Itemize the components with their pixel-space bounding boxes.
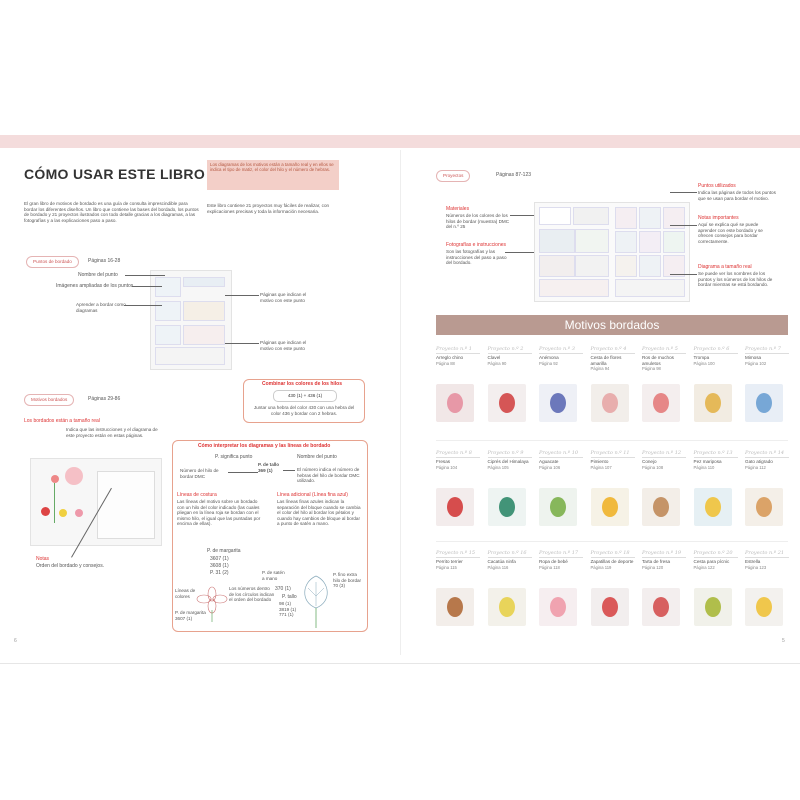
- puntos-util-text: Indica las páginas de todos los puntos que se usan para bordar el motivo.: [698, 190, 776, 201]
- motif-item[interactable]: [642, 550, 686, 570]
- motif-page: Página 112: [745, 464, 766, 470]
- motif-photo[interactable]: [436, 488, 474, 526]
- motif-item[interactable]: [745, 550, 789, 570]
- interp-hilo: Número del hilo de bordar DMC: [180, 468, 219, 479]
- motif-item[interactable]: [642, 346, 686, 371]
- hilo-fino: P. fino extra hilo de bordar 70 (3): [333, 572, 362, 589]
- diagrama-text: Se puede ver los nombres de los puntos y los números de los hilos de bordar mientras se está bordando.: [698, 271, 773, 288]
- saten-label: P. de satén a mano: [262, 570, 285, 581]
- lineafina-text: Las líneas finas azules indican la separación del bloque cuando se cambia el color del hilo al bordar los pétalos y cuando hay cambios de bloque al bordar a punto de satén a mano.: [277, 499, 361, 527]
- motif-embroidery-image: [499, 597, 515, 617]
- motif-photo[interactable]: [539, 384, 577, 422]
- materiales-text: Números de los colores de los hilos de bordar (muestra) DMC del n.º 25: [446, 213, 510, 230]
- project-pages-thumbnail: [534, 202, 690, 302]
- motif-page: Página 116: [487, 564, 509, 570]
- motif-embroidery-image: [705, 497, 721, 517]
- margarita-1a: 3607 (1): [210, 556, 229, 562]
- motif-page: Página 92: [539, 360, 558, 366]
- label-paginas-2: Páginas que indican el motivo con este punto: [260, 340, 307, 351]
- motif-item[interactable]: [591, 450, 635, 470]
- motif-item[interactable]: [539, 346, 583, 366]
- proyectos-pages: Páginas 87-123: [496, 172, 532, 178]
- margarita-1b: 3608 (1): [210, 563, 229, 569]
- motif-embroidery-image: [653, 393, 669, 413]
- motif-number: Proyecto n.º 2: [488, 346, 532, 354]
- motif-number: Proyecto n.º 14: [745, 450, 789, 458]
- motif-name: Ropa de bebé: [539, 559, 568, 564]
- motif-name: Cacatúa ninfa: [487, 559, 516, 564]
- motif-embroidery-image: [705, 597, 721, 617]
- motif-name: Aguacate: [539, 459, 559, 464]
- motivos-pages: Páginas 29-86: [88, 396, 121, 402]
- motif-photo[interactable]: [694, 588, 732, 626]
- motif-item[interactable]: [694, 550, 738, 570]
- motif-number: Proyecto n.º 15: [436, 550, 480, 558]
- motif-embroidery-image: [550, 393, 566, 413]
- motif-number: Proyecto n.º 17: [539, 550, 583, 558]
- combinar-text: Juntar una hebra del color 430 con una hebra del color 436 y bordar con 2 hebras.: [253, 405, 355, 416]
- motif-number: Proyecto n.º 6: [694, 346, 738, 354]
- motif-page: Página 108: [642, 464, 664, 470]
- motif-photo[interactable]: [436, 384, 474, 422]
- motif-number: Proyecto n.º 16: [488, 550, 532, 558]
- foto-title: Fotografías e instrucciones: [446, 242, 507, 248]
- combinar-title: Combinar los colores de los hilos: [262, 381, 343, 387]
- motif-item[interactable]: [642, 450, 686, 470]
- motif-name: Tarta de fresa: [642, 559, 671, 564]
- motif-photo[interactable]: [488, 588, 526, 626]
- lineas-colores: Líneas de colores: [175, 588, 196, 599]
- notas-text: Orden del bordado y consejos.: [36, 563, 105, 569]
- motif-embroidery-image: [756, 597, 772, 617]
- motif-number: Proyecto n.º 10: [539, 450, 583, 458]
- motif-number: Proyecto n.º 7: [745, 346, 789, 354]
- page-gutter: [400, 150, 401, 655]
- row-separator: [436, 541, 788, 542]
- motif-name: Ciprés del Himalaya: [487, 459, 529, 464]
- motif-photo[interactable]: [591, 488, 629, 526]
- flower-diagram-large: [296, 572, 336, 628]
- bordados-note: Indica que las instrucciones y el diagrama de este proyecto están en estas páginas.: [66, 427, 158, 438]
- motif-name: Clavel: [487, 355, 501, 360]
- motif-name: Anémona: [539, 355, 559, 360]
- motif-embroidery-image: [653, 497, 669, 517]
- motif-name: Pimiento: [590, 459, 609, 464]
- lineas-text: Las líneas del motivo sobre un bordado con un hilo del color indicado (las cuales pliegan en la línea roja se bordan con el mismo hilo, el igual que las puntadas por encima de ellas).: [177, 499, 261, 527]
- motif-item[interactable]: [591, 550, 635, 570]
- motif-embroidery-image: [756, 393, 772, 413]
- diagrama-title: Diagrama a tamaño real: [698, 264, 752, 270]
- motif-embroidery-image: [602, 597, 618, 617]
- motif-embroidery-image: [550, 497, 566, 517]
- motif-item[interactable]: [488, 346, 532, 366]
- motif-page: Página 115: [436, 564, 457, 570]
- motif-number: Proyecto n.º 9: [488, 450, 532, 458]
- label-aprender: Aprender a bordar como diagramas: [76, 302, 126, 313]
- notas-title: Notas: [36, 556, 50, 562]
- motif-number: Proyecto n.º 5: [642, 346, 686, 354]
- page-title: CÓMO USAR ESTE LIBRO: [24, 166, 206, 182]
- foto-text: Son las fotografías y las instrucciones del paso a paso del bordado.: [446, 249, 507, 266]
- notas-imp-text: Aquí se explica qué se puede aprender con este bordado y se ofrecen consejos para bordar correctamente.: [698, 222, 763, 244]
- motif-number: Proyecto n.º 3: [539, 346, 583, 354]
- combinar-formula: 430 (1) + 436 (1): [273, 390, 337, 402]
- interp-codigo: P. de tallo 369 (1): [258, 462, 280, 473]
- motif-number: Proyecto n.º 13: [694, 450, 738, 458]
- tallo-label: P. tallo: [282, 594, 297, 600]
- motif-name: Ros de muchos amuletos: [642, 355, 674, 366]
- motif-embroidery-image: [653, 597, 669, 617]
- motif-photo[interactable]: [488, 488, 526, 526]
- lineafina-title: Línea adicional (Línea fina azul): [277, 492, 348, 498]
- motif-embroidery-image: [499, 393, 515, 413]
- motif-name: Arreglo chino: [436, 355, 464, 360]
- motif-item[interactable]: [539, 450, 583, 470]
- motif-name: Cesta para pícnic: [693, 559, 730, 564]
- margarita-2: P. de margarita 3607 (1): [175, 610, 206, 621]
- motif-name: Zapatillas de deporte: [590, 559, 634, 564]
- page-number-right: 5: [782, 638, 785, 644]
- motif-number: Proyecto n.º 4: [591, 346, 635, 354]
- label-imagenes: Imágenes ampliadas de los puntos: [56, 283, 134, 289]
- motif-page: Página 106: [539, 464, 561, 470]
- motif-item[interactable]: [745, 450, 789, 470]
- stitch-page-thumbnail: [150, 270, 232, 370]
- row-separator: [436, 440, 788, 441]
- motif-item[interactable]: [488, 450, 532, 470]
- motif-embroidery-image: [550, 597, 566, 617]
- motif-name: Gato atigrado: [745, 459, 773, 464]
- motif-embroidery-image: [602, 497, 618, 517]
- motif-page: Página 100: [693, 360, 715, 366]
- motif-embroidery-image: [756, 497, 772, 517]
- motif-item[interactable]: [436, 346, 480, 366]
- interp-nombre: Nombre del punto: [297, 454, 337, 460]
- motif-number: Proyecto n.º 11: [591, 450, 635, 458]
- margarita-1: P. de margarita: [207, 548, 241, 554]
- motif-number: Proyecto n.º 19: [642, 550, 686, 558]
- proyectos-tag: Proyectos: [436, 170, 470, 182]
- motif-embroidery-image: [447, 497, 463, 517]
- top-pink-band: [0, 135, 800, 148]
- motif-photo[interactable]: [539, 588, 577, 626]
- motif-photo[interactable]: [436, 588, 474, 626]
- highlight-box: Los diagramas de los motivos están a tamaño real y en ellos se indica el tipo de matiz, el color del hilo y el número de hebras.: [207, 160, 339, 190]
- motif-page: Página 123: [745, 564, 767, 570]
- motif-number: Proyecto n.º 20: [694, 550, 738, 558]
- motif-embroidery-image: [447, 597, 463, 617]
- motif-photo[interactable]: [694, 384, 732, 422]
- motif-name: Mimosa: [745, 355, 762, 360]
- motif-page: Página 122: [693, 564, 715, 570]
- motif-item[interactable]: [694, 450, 738, 470]
- label-nombre-punto: Nombre del punto: [78, 272, 118, 278]
- bordados-tamano: Los bordados están a tamaño real: [24, 418, 100, 424]
- motif-page: Página 120: [642, 564, 664, 570]
- interp-punto: P. significa punto: [215, 454, 253, 460]
- motif-item[interactable]: [694, 346, 738, 366]
- motif-page: Página 94: [590, 366, 610, 371]
- motif-item[interactable]: [488, 550, 532, 570]
- motif-page: Página 105: [487, 464, 509, 470]
- motif-item[interactable]: [745, 346, 789, 366]
- motif-page: Página 102: [745, 360, 767, 366]
- motif-photo[interactable]: [745, 384, 783, 422]
- lineas-title: Líneas de costura: [177, 492, 217, 498]
- motivos-header: Motivos bordados: [436, 315, 788, 335]
- motif-embroidery-image: [602, 393, 618, 413]
- tallo-vals: 98 (1) 3819 (1) 771 (1): [279, 601, 297, 618]
- motif-item[interactable]: [436, 550, 480, 570]
- motif-embroidery-image: [499, 497, 515, 517]
- puntos-util-title: Puntos utilizados: [698, 183, 736, 189]
- motif-page: Página 90: [487, 360, 507, 366]
- motif-number: Proyecto n.º 12: [642, 450, 686, 458]
- motif-photo[interactable]: [642, 588, 680, 626]
- flower-diagram-small: [195, 582, 229, 622]
- intro-text-2: Este libro contiene 21 proyectos muy fáciles de realizar, con explicaciones precisas y toda la información necesaria.: [207, 203, 330, 214]
- saten-vals: 370 (1): [275, 586, 291, 592]
- notas-imp-title: Notas importantes: [698, 215, 739, 221]
- motif-photo[interactable]: [642, 488, 680, 526]
- motif-number: Proyecto n.º 18: [591, 550, 635, 558]
- motif-number: Proyecto n.º 1: [436, 346, 480, 354]
- motif-name: Cesta de flores amarilla: [590, 355, 622, 366]
- interpret-title: Cómo interpretar los diagramas y las líneas de bordado: [198, 443, 331, 449]
- motif-name: Estrella: [745, 559, 761, 564]
- motif-name: Pez mariposa: [693, 459, 722, 464]
- motif-number: Proyecto n.º 21: [745, 550, 789, 558]
- motif-item[interactable]: [539, 550, 583, 570]
- motif-page: Página 119: [590, 564, 612, 570]
- motif-item[interactable]: [591, 346, 635, 371]
- motif-name: Perrito terrier: [436, 559, 463, 564]
- motif-photo[interactable]: [642, 384, 680, 422]
- motif-page-thumbnail: [30, 458, 162, 546]
- motif-page: Página 110: [693, 464, 715, 470]
- intro-text: El gran libro de motivos de bordado es una guía de consulta imprescindible para bordar los diferentes diseños. Un libro que contiene las bases del bordado, los puntos de bordado y 21 proyectos ilustrados con todo detalle gracias a los diagramas, a las fotografías y a las explicaciones paso a paso.: [24, 201, 199, 223]
- motif-photo[interactable]: [591, 588, 629, 626]
- motif-name: Fresas: [436, 459, 451, 464]
- motif-photo[interactable]: [694, 488, 732, 526]
- page-number-left: 6: [14, 638, 17, 644]
- motif-page: Página 88: [436, 360, 455, 366]
- interp-numero: El número indica el número de hebras del hilo de bordar DMC utilizado.: [297, 467, 360, 484]
- motif-photo[interactable]: [745, 488, 783, 526]
- motif-page: Página 104: [436, 464, 458, 470]
- puntos-tag: Puntos de bordado: [26, 256, 79, 268]
- motif-photo[interactable]: [488, 384, 526, 422]
- motif-embroidery-image: [447, 393, 463, 413]
- motivos-tag: Motivos bordados: [24, 394, 74, 406]
- motif-photo[interactable]: [539, 488, 577, 526]
- motif-number: Proyecto n.º 8: [436, 450, 480, 458]
- label-paginas-1: Páginas que indican el motivo con este punto: [260, 292, 307, 303]
- motif-item[interactable]: [436, 450, 480, 470]
- margarita-1c: P. 31 (2): [210, 570, 229, 576]
- motif-name: Conejo: [642, 459, 657, 464]
- motif-name: Trompa: [693, 355, 710, 360]
- numeros-orden: Los números dentro de los círculos indican el orden del bordado: [229, 586, 275, 603]
- motif-page: Página 98: [642, 366, 661, 371]
- motif-embroidery-image: [705, 393, 721, 413]
- motif-page: Página 118: [539, 564, 560, 570]
- materiales-title: Materiales: [446, 206, 470, 212]
- puntos-pages: Páginas 16-28: [88, 258, 121, 264]
- motif-photo[interactable]: [591, 384, 629, 422]
- bottom-edge: [0, 663, 800, 664]
- motif-page: Página 107: [590, 464, 612, 470]
- motif-photo[interactable]: [745, 588, 783, 626]
